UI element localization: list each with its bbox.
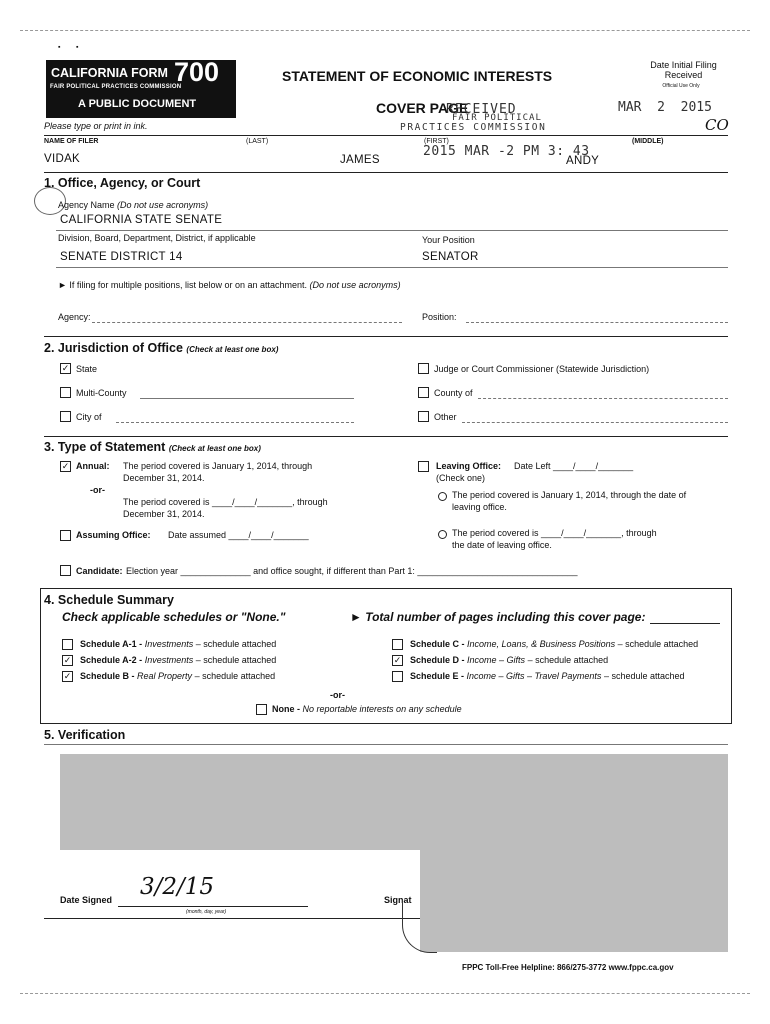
other-line[interactable] <box>462 422 728 423</box>
none-label: None - No reportable interests on any schedule <box>272 704 462 714</box>
scan-mark: ▪ ▪ <box>58 44 79 51</box>
schedule-a2-label: Schedule A-2 - Investments – schedule attached <box>80 655 277 665</box>
other-label: Other <box>434 412 457 422</box>
multi-county-line[interactable] <box>140 398 354 399</box>
state-label: State <box>76 364 98 374</box>
filer-first-name[interactable]: JAMES <box>340 154 380 166</box>
schedule-a1-checkbox[interactable] <box>62 639 73 650</box>
schedule-b-label: Schedule B - Real Property – schedule attached <box>80 671 276 681</box>
section5-title: 5. Verification <box>44 728 126 742</box>
form-line: CALIFORNIA FORM <box>51 66 168 80</box>
agency-name-field[interactable]: CALIFORNIA STATE SENATE <box>60 214 223 226</box>
section1-title: 1. Office, Agency, or Court <box>44 176 201 190</box>
scan-line-top <box>20 30 750 31</box>
position-line-label: Position: <box>422 312 457 322</box>
footer-helpline: FPPC Toll-Free Helpline: 866/275-3772 www.fppc.ca.gov <box>462 963 674 972</box>
leaving-text: Date Left ____/____/_______ <box>514 461 634 471</box>
position-label: Your Position <box>422 235 475 245</box>
annual-label: Annual: <box>76 461 110 471</box>
city-checkbox[interactable] <box>60 411 71 422</box>
rule <box>44 436 728 437</box>
section4-or: -or- <box>330 690 345 700</box>
initials-mark: CO <box>705 116 729 134</box>
position-line[interactable] <box>466 322 728 323</box>
leaving-option-2-b: the date of leaving office. <box>452 540 552 550</box>
annual-text-2: December 31, 2014. <box>123 473 205 483</box>
total-pages-line[interactable] <box>650 623 720 624</box>
assuming-text: Date assumed ____/____/_______ <box>168 530 309 540</box>
signature-stroke <box>402 900 437 953</box>
schedule-a1-label: Schedule A-1 - Investments – schedule attached <box>80 639 277 649</box>
redacted-signature-block <box>420 848 728 952</box>
date-filing-stamp: MAR 2 2015 <box>618 100 712 115</box>
state-checkbox[interactable]: ✓ <box>61 363 70 373</box>
city-label: City of <box>76 412 102 422</box>
first-label: (FIRST) <box>424 138 449 145</box>
agency-line-label: Agency: <box>58 312 91 322</box>
rule <box>44 744 728 745</box>
leaving-label: Leaving Office: <box>436 461 502 471</box>
other-checkbox[interactable] <box>418 411 429 422</box>
candidate-checkbox[interactable] <box>60 565 71 576</box>
scan-line-bottom <box>20 993 750 994</box>
form-number: 700 <box>174 57 220 87</box>
annual-checkbox[interactable]: ✓ <box>61 461 70 471</box>
none-checkbox[interactable] <box>256 704 267 715</box>
rule <box>44 336 728 337</box>
division-field[interactable]: SENATE DISTRICT 14 <box>60 251 183 263</box>
leaving-option-1-a: The period covered is January 1, 2014, through the date of <box>452 490 687 500</box>
schedule-a2-checkbox[interactable]: ✓ <box>63 655 72 665</box>
received-stamp: RECEIVED <box>446 102 517 117</box>
schedule-e-label: Schedule E - Income – Gifts – Travel Payments – schedule attached <box>410 671 685 681</box>
rule <box>56 230 728 231</box>
public-document: A PUBLIC DOCUMENT <box>78 98 197 110</box>
annual-alt-1: The period covered is ____/____/_______, through <box>123 497 328 507</box>
section4-total-text: ► Total number of pages including this cover page: <box>350 610 646 624</box>
candidate-label: Candidate: <box>76 566 123 576</box>
annual-or: -or- <box>90 485 105 495</box>
division-label: Division, Board, Department, District, if applicable <box>58 233 256 243</box>
date-signed-line <box>118 906 308 907</box>
annual-text-1: The period covered is January 1, 2014, through <box>123 461 313 471</box>
form-700-logo <box>46 57 236 118</box>
schedule-c-label: Schedule C - Income, Loans, & Business Positions – schedule attached <box>410 639 699 649</box>
leaving-checkbox[interactable] <box>418 461 429 472</box>
schedule-d-checkbox[interactable]: ✓ <box>393 655 402 665</box>
section4-check-text: Check applicable schedules or "None." <box>62 610 286 624</box>
agency-name-label: Agency Name (Do not use acronyms) <box>58 200 209 210</box>
commission-name: FAIR POLITICAL PRACTICES COMMISSION <box>50 84 182 90</box>
candidate-text: Election year ______________ and office sought, if different than Part 1: ________________________________ <box>126 566 578 576</box>
county-checkbox[interactable] <box>418 387 429 398</box>
annual-alt-2: December 31, 2014. <box>123 509 205 519</box>
stamp-commission: PRACTICES COMMISSION <box>400 122 547 133</box>
filer-middle-name[interactable]: ANDY <box>566 155 600 167</box>
leaving-option-2-radio[interactable] <box>438 530 447 539</box>
name-of-filer-label: NAME OF FILER <box>44 138 99 145</box>
position-field[interactable]: SENATOR <box>422 251 479 263</box>
filer-last-name[interactable]: VIDAK <box>44 153 81 165</box>
rule <box>44 172 728 173</box>
section2-title: 2. Jurisdiction of Office (Check at least one box) <box>44 341 279 355</box>
leaving-option-1-b: leaving office. <box>452 502 507 512</box>
middle-label: (MIDDLE) <box>632 138 664 145</box>
judge-checkbox[interactable] <box>418 363 429 374</box>
rule <box>44 918 420 919</box>
rule <box>44 135 728 136</box>
assuming-checkbox[interactable] <box>60 530 71 541</box>
signature-label: Signat <box>384 895 412 905</box>
stamp-datetime: 2015 MAR -2 PM 3: 43 <box>423 144 590 159</box>
multi-county-checkbox[interactable] <box>60 387 71 398</box>
leaving-option-2-a: The period covered is ____/____/_______, through <box>452 528 657 538</box>
leaving-option-1-radio[interactable] <box>438 492 447 501</box>
schedule-e-checkbox[interactable] <box>392 671 403 682</box>
assuming-label: Assuming Office: <box>76 530 151 540</box>
rule <box>56 267 728 268</box>
section3-title: 3. Type of Statement (Check at least one box) <box>44 440 261 454</box>
agency-line[interactable] <box>92 322 402 323</box>
judge-label: Judge or Court Commissioner (Statewide Jurisdiction) <box>434 364 650 374</box>
redacted-block <box>60 754 728 850</box>
page-subtitle: COVER PAGE <box>376 100 469 116</box>
county-line[interactable] <box>478 398 728 399</box>
schedule-d-label: Schedule D - Income – Gifts – schedule attached <box>410 655 609 665</box>
county-label: County of <box>434 388 473 398</box>
stamp-fair-political: FAIR POLITICAL <box>452 113 542 123</box>
multi-county-label: Multi-County <box>76 388 127 398</box>
date-signed-label: Date Signed <box>60 895 113 905</box>
leaving-check-one: (Check one) <box>436 473 486 483</box>
instruction-text: Please type or print in ink. <box>44 121 148 131</box>
schedule-b-checkbox[interactable]: ✓ <box>63 671 72 681</box>
city-line[interactable] <box>116 422 354 423</box>
last-label: (LAST) <box>246 138 269 145</box>
date-signed-value[interactable]: 3/2/15 <box>140 874 215 900</box>
date-filing-sub: Official Use Only <box>662 83 700 89</box>
schedule-c-checkbox[interactable] <box>392 639 403 650</box>
date-filing-label: Date Initial Filing Received <box>650 60 717 80</box>
date-signed-sub: (month, day, year) <box>186 909 227 915</box>
page-title: STATEMENT OF ECONOMIC INTERESTS <box>282 68 553 84</box>
section4-title: 4. Schedule Summary <box>44 593 174 607</box>
multiple-positions-note: ► If filing for multiple positions, list below or on an attachment. (Do not use acronyms) <box>58 280 401 290</box>
